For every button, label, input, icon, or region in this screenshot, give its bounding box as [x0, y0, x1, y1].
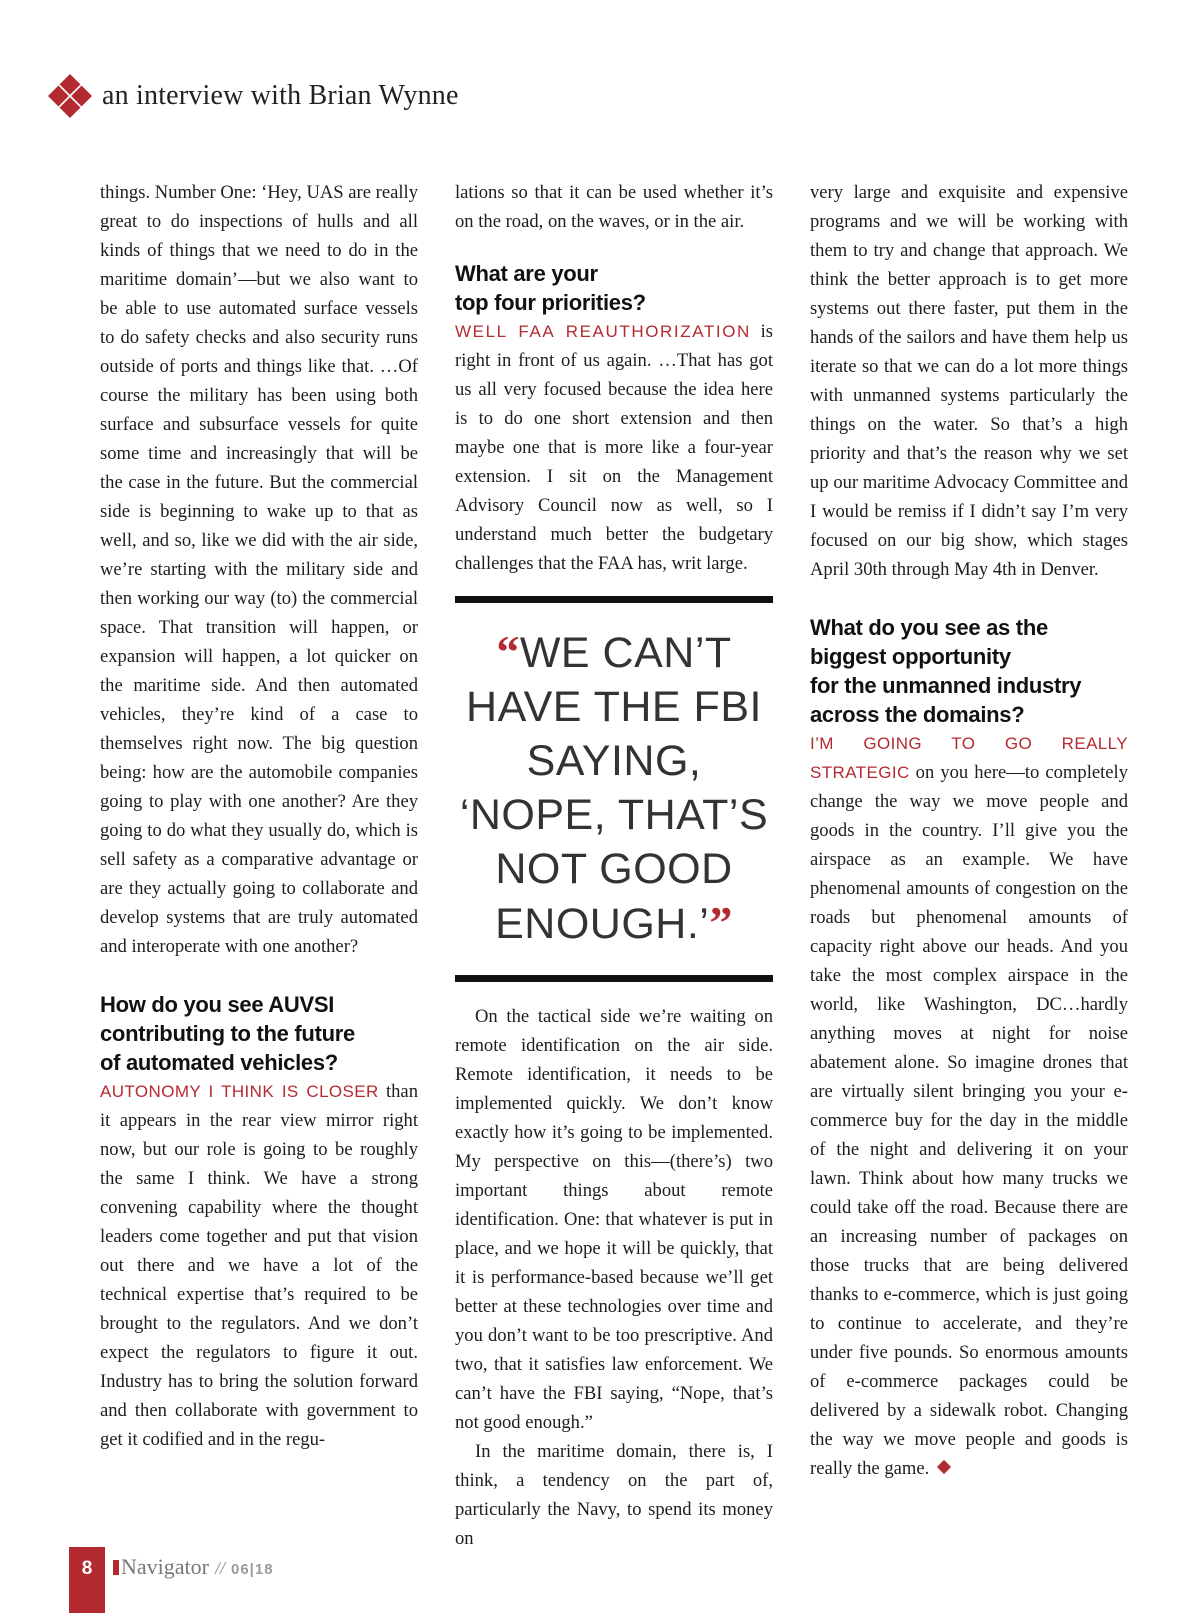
question-line: of automated vehicles? — [100, 1050, 338, 1075]
question-heading — [810, 613, 1128, 729]
body-paragraph: On the tactical side we’re waiting on remote identification on the air side. Remote identification, it needs to be implemented quickly. We don’t know exactly how it’s going to be implemented. My perspective on this—(there’s) two important things about remote identification. One: that whatever is put in place, and we hope it will be quickly, that it is performance-based because we’ll get better at these technologies over time and you don’t want to be too prescriptive. And two, that it satisfies law enforcement. We can’t have the FBI saying, “Nope, that’s not good enough.” — [455, 1006, 773, 1433]
magazine-name: Navigator — [121, 1554, 209, 1579]
issue-date: 06|18 — [230, 1561, 274, 1578]
article-column-3 — [810, 178, 1128, 1483]
answer-paragraph — [100, 1077, 418, 1454]
answer-lead-in: AUTONOMY I THINK IS CLOSER — [100, 1082, 379, 1101]
answer-lead-in: WELL FAA REAUTHORIZATION — [455, 322, 751, 341]
header-title: an interview with Brian Wynne — [102, 80, 459, 111]
answer-body: on you here—to completely change the way we move people and goods in the country. I’ll give you the airspace as an example. We have phenomenal amounts of congestion on the roads but phenomenal amounts of capacity right above our heads. And you take the most complex airspace in the world, like Washington, DC…hardly anything moves at night for noise abatement alone. So imagine drones that are virtually silent bringing you your e-commerce buy for the day in the middle of the night and delivering it on your lawn. Think about how many trucks we could take off the road. Because there are an increasing number of packages on those trucks that are being delivered thanks to e-commerce, which is just going to continue to accelerate, and they’re under five pounds. So enormous amounts of e-commerce packages could be delivered by a sidewalk robot. Changing the way we move people and goods is really the game. — [810, 762, 1128, 1479]
body-paragraph: lations so that it can be used whether it’s on the road, on the waves, or in the air. — [455, 182, 773, 232]
pull-quote-text: WE CAN’T HAVE THE FBI SAYING, ‘NOPE, THAT’S NOT GOOD ENOUGH.’ — [459, 629, 769, 948]
question-line: biggest opportunity — [810, 644, 1011, 669]
question-line: across the domains? — [810, 702, 1025, 727]
answer-paragraph — [810, 729, 1128, 1483]
question-line: What are your — [455, 261, 598, 286]
answer-body: is right in front of us again. …That has got us all very focused because the idea here is to do one short extension and then maybe one that is more like a four-year extension. I sit on the Management Advisory Council now as well, so I understand much better the budgetary challenges that the FAA has, writ large. — [455, 321, 773, 574]
open-quote-icon: “ — [496, 626, 520, 677]
article-column-1 — [100, 178, 418, 1454]
paragraph-gap — [100, 961, 418, 990]
page-number: 8 — [81, 1558, 93, 1579]
question-line: for the unmanned industry — [810, 673, 1082, 698]
question-line: How do you see AUVSI — [100, 992, 335, 1017]
question-line: top four priorities? — [455, 290, 646, 315]
body-paragraph: things. Number One: ‘Hey, UAS are really great to do inspections of hulls and all kinds of things that we need to do in the maritime domain’—but we also want to be able to use automated surface vessels to do safety checks and also security runs outside of ports and things like that. …Of course the military has been using both surface and subsurface vessels for quite some time and increasingly that will be the case in the future. But the commercial side is beginning to wake up to that as well, and so, like we did with the air side, we’re starting with the military side and then working our way (to) the commercial space. That transition will happen, or expansion will happen, a lot quicker on the maritime side. And then automated vehicles, they’re kind of a case to themselves right now. The big question being: how are the automobile companies going to play with one another? Are they going to do what they usually do, which is sell safety as a comparative advantage or are they actually going to collaborate and develop systems that are truly automated and interoperate with one another? — [100, 182, 418, 957]
body-paragraph: very large and exquisite and expensive programs and we will be working with them to try and change that approach. We think the better approach is to get more systems out there faster, put them in the hands of the sailors and have them help us iterate so that we can do a lot more things with unmanned systems particularly the things on the water. So that’s a high priority and that’s the reason why we set up our maritime Advocacy Committee and I would be remiss if I didn’t say I’m very focused on our big show, which stages April 30th through May 4th in Denver. — [810, 182, 1128, 580]
red-diamond-cluster-icon — [46, 72, 94, 120]
question-line: contributing to the future — [100, 1021, 355, 1046]
question-line: What do you see as the — [810, 615, 1048, 640]
magazine-logo-mark-icon — [113, 1560, 119, 1575]
article-column-2 — [455, 178, 773, 1553]
answer-body: than it appears in the rear view mirror right now, but our role is going to be roughly the same I think. We have a strong convening capability where the thought leaders come together and put that vision out there and we have a lot of the technical expertise that’s required to be brought to the regulators. And we don’t expect the regulators to figure it out. Industry has to bring the solution forward and then collaborate with government to get it codified and in the regu- — [100, 1081, 418, 1450]
question-heading — [100, 990, 418, 1077]
question-heading — [455, 259, 773, 317]
close-quote-icon: ” — [709, 897, 733, 948]
paragraph-gap — [455, 236, 773, 259]
end-mark-diamond-icon — [937, 1460, 951, 1474]
footer-magazine-label — [113, 1554, 274, 1580]
footer-page-tab — [69, 1547, 105, 1613]
footer-separator: // — [214, 1558, 225, 1578]
answer-lead-in: I’M GOING TO GO REALLY STRATEGIC — [810, 734, 1128, 782]
answer-paragraph — [455, 317, 773, 578]
page-header — [46, 70, 459, 122]
paragraph-gap — [810, 584, 1128, 613]
pull-quote — [455, 596, 773, 982]
body-paragraph: In the maritime domain, there is, I think, a tendency on the part of, particularly the Navy, to spend its money on — [455, 1441, 773, 1549]
